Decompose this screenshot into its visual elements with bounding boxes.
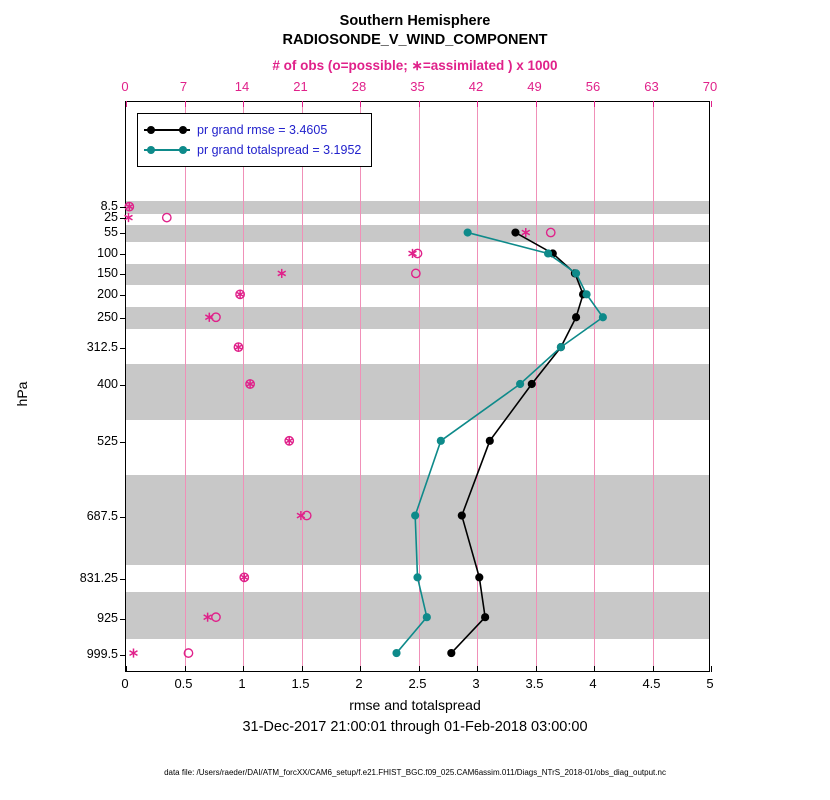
y-axis-title: hPa <box>14 381 30 407</box>
series-point <box>528 380 535 387</box>
x-tick-bottom <box>711 666 712 672</box>
obs-possible-marker <box>163 213 171 221</box>
series-point <box>393 649 400 656</box>
y-tick <box>120 274 126 275</box>
top-axis-title: # of obs (o=possible; ∗=assimilated ) x 1000 <box>272 58 558 73</box>
x-tick-top <box>126 101 127 107</box>
x-tick-top <box>711 101 712 107</box>
obs-assimilated-marker <box>130 648 138 657</box>
y-tick-label: 525 <box>97 434 118 448</box>
x-tick-bottom <box>477 666 478 672</box>
x-tick-top <box>419 101 420 107</box>
obs-possible-marker <box>212 313 220 321</box>
y-tick-label: 150 <box>97 266 118 280</box>
x-tick-bottom <box>302 666 303 672</box>
series-point <box>437 437 444 444</box>
x-tick-label: 1 <box>238 676 246 691</box>
legend-sample-rmse <box>144 123 190 137</box>
y-tick-label: 250 <box>97 310 118 324</box>
obs-possible-marker <box>547 228 555 236</box>
top-x-tick-label: 14 <box>234 79 250 94</box>
series-point <box>572 314 579 321</box>
series-point <box>423 614 430 621</box>
chart-legend <box>137 113 372 167</box>
title-line-2: RADIOSONDE_V_WIND_COMPONENT <box>282 32 548 48</box>
y-tick <box>120 517 126 518</box>
x-tick-label: 5 <box>706 676 714 691</box>
legend-sample-totalspread <box>144 143 190 157</box>
y-tick <box>120 254 126 255</box>
x-tick-label: 4 <box>589 676 597 691</box>
y-tick <box>120 318 126 319</box>
series-point <box>583 291 590 298</box>
legend-label-totalspread: pr grand totalspread = 3.1952 <box>197 143 362 157</box>
x-tick-top <box>302 101 303 107</box>
x-tick-top <box>360 101 361 107</box>
top-x-tick-label: 63 <box>644 79 659 94</box>
obs-assimilated-marker <box>278 269 286 278</box>
y-tick <box>120 385 126 386</box>
top-x-tick-label: 42 <box>468 79 484 94</box>
title-line-1: Southern Hemisphere <box>339 13 491 29</box>
chart-canvas <box>126 102 709 671</box>
x-tick-label: 2 <box>355 676 363 691</box>
plot-area <box>125 101 710 672</box>
y-tick <box>120 655 126 656</box>
series-point <box>599 314 606 321</box>
obs-possible-marker <box>303 511 311 519</box>
legend-item-rmse <box>144 120 361 140</box>
series-point <box>458 512 465 519</box>
x-tick-top <box>185 101 186 107</box>
top-x-tick-label: 21 <box>293 79 308 94</box>
x-tick-bottom <box>536 666 537 672</box>
y-tick <box>120 348 126 349</box>
top-x-tick-label: 7 <box>179 79 188 94</box>
y-tick <box>120 295 126 296</box>
obs-possible-marker <box>413 249 421 257</box>
series-point <box>476 574 483 581</box>
y-tick-label: 400 <box>97 377 118 391</box>
x-tick-label: 4.5 <box>642 676 661 691</box>
y-tick-label: 200 <box>97 287 118 301</box>
top-x-tick-label: 70 <box>702 79 718 94</box>
x-tick-bottom <box>653 666 654 672</box>
y-tick-label: 100 <box>97 246 118 260</box>
y-tick <box>120 442 126 443</box>
y-tick <box>120 579 126 580</box>
y-tick-label: 8.5 <box>100 199 118 213</box>
x-tick-label: 3 <box>472 676 480 691</box>
series-point <box>464 229 471 236</box>
y-tick-label: 687.5 <box>86 509 118 523</box>
legend-label-rmse: pr grand rmse = 3.4605 <box>197 123 328 137</box>
y-tick-label: 831.25 <box>79 571 118 585</box>
y-tick-label: 999.5 <box>86 647 118 661</box>
obs-possible-marker <box>412 269 420 277</box>
x-tick-bottom <box>594 666 595 672</box>
data-file-footer: data file: /Users/raeder/DAI/ATM_forcXX/CAM6_setup/f.e21.FHIST_BGC.f09_025.CAM6assim.011/Diags_NTrS_2018-01/obs_diag_output.nc <box>164 768 666 777</box>
x-tick-bottom <box>419 666 420 672</box>
x-tick-label: 0 <box>121 676 129 691</box>
x-tick-bottom <box>185 666 186 672</box>
x-tick-label: 1.5 <box>291 676 310 691</box>
x-tick-bottom <box>360 666 361 672</box>
top-x-tick-label: 35 <box>410 79 425 94</box>
x-axis-title: rmse and totalspread <box>349 697 481 713</box>
series-point <box>557 344 564 351</box>
series-point <box>572 270 579 277</box>
series-point <box>517 380 524 387</box>
y-tick-label: 55 <box>104 225 118 239</box>
top-x-tick-label: 28 <box>351 79 367 94</box>
x-tick-label: 2.5 <box>408 676 427 691</box>
series-point <box>482 614 489 621</box>
top-x-tick-label: 0 <box>121 79 129 94</box>
series-point <box>448 649 455 656</box>
x-axis-subtitle: 31-Dec-2017 21:00:01 through 01-Feb-2018 03:00:00 <box>242 719 588 735</box>
y-tick <box>120 218 126 219</box>
x-tick-top <box>243 101 244 107</box>
y-tick <box>120 233 126 234</box>
legend-item-totalspread <box>144 140 361 160</box>
x-tick-bottom <box>126 666 127 672</box>
series-line <box>397 233 603 654</box>
series-point <box>512 229 519 236</box>
x-tick-top <box>477 101 478 107</box>
top-x-tick-label: 49 <box>527 79 542 94</box>
x-tick-label: 0.5 <box>174 676 193 691</box>
x-tick-label: 3.5 <box>525 676 544 691</box>
y-tick-label: 25 <box>104 210 118 224</box>
y-tick <box>120 619 126 620</box>
y-tick-label: 312.5 <box>86 340 118 354</box>
y-tick-label: 925 <box>97 611 118 625</box>
series-point <box>412 512 419 519</box>
x-tick-top <box>594 101 595 107</box>
series-line <box>451 233 583 654</box>
x-tick-bottom <box>243 666 244 672</box>
series-point <box>414 574 421 581</box>
x-tick-top <box>653 101 654 107</box>
obs-possible-marker <box>184 649 192 657</box>
top-x-tick-label: 56 <box>585 79 601 94</box>
obs-assimilated-marker <box>522 228 530 237</box>
x-tick-top <box>536 101 537 107</box>
obs-possible-marker <box>212 613 220 621</box>
series-point <box>486 437 493 444</box>
series-point <box>545 250 552 257</box>
y-tick <box>120 207 126 208</box>
chart-title <box>0 12 830 50</box>
obs-assimilated-marker <box>204 613 212 622</box>
